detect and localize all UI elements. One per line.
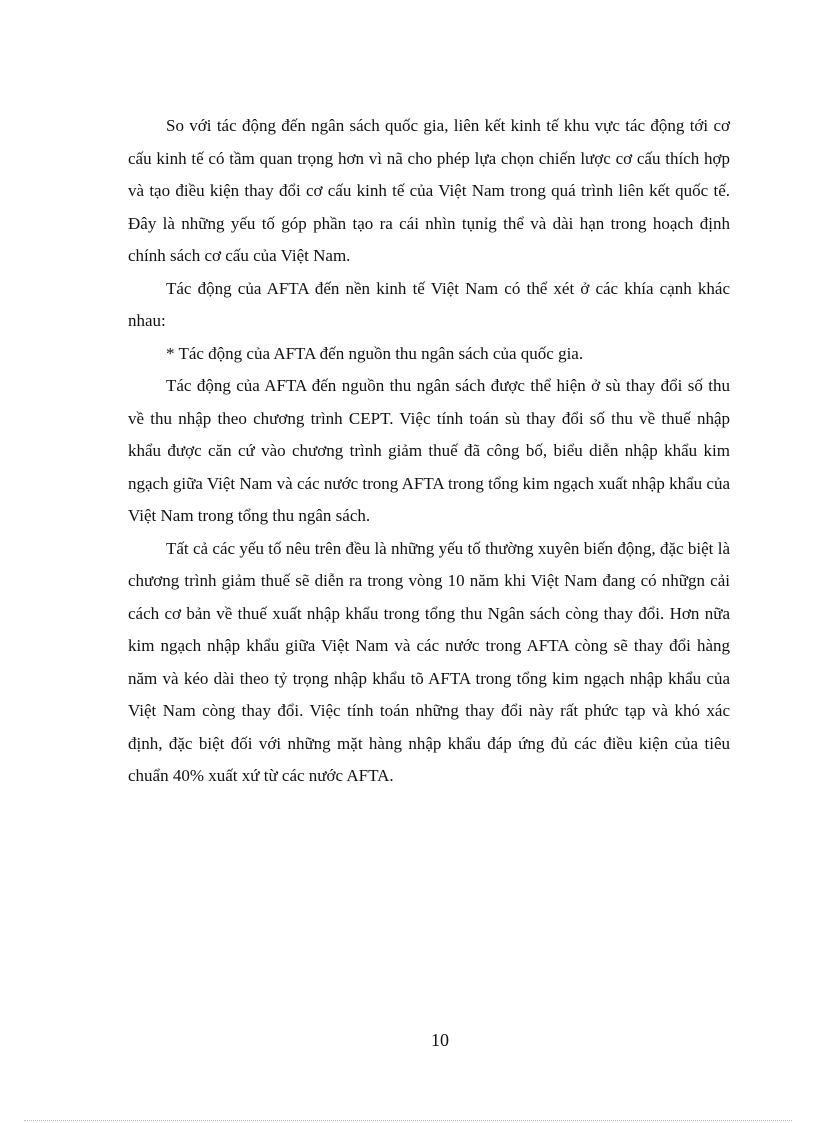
page-bottom-rule <box>24 1120 792 1121</box>
paragraph-afta-impact-intro: Tác động của AFTA đến nền kinh tế Việt Nam có thể xét ở các khía cạnh khác nhau: <box>128 278 730 330</box>
paragraph-structural-impact: So với tác động đến ngân sách quốc gia, liên kết kinh tế khu vực tác động tới cơ cấu kinh tế có tầm quan trọng hơn vì nã cho phép lựa chọn chiến lược cơ cấu thích hợp và tạo điều kiện thay đổi cơ cấu kinh tế của Việt Nam trong quá trình liên kết quốc tế. Đây là những yếu tố góp phần tạo ra cái nhìn tụnỉg thể và dài hạn trong hoạch định chính sách cơ cấu của Việt Nam. <box>128 116 730 265</box>
page-number: 10 <box>431 1030 449 1050</box>
paragraph-budget-revenue: Tác động của AFTA đến nguồn thu ngân sách được thể hiện ở sù thay đổi số thu về thu nhập theo chương trình CEPT. Việc tính toán sù thay đổi số thu về thuế nhập khẩu được căn cứ vào chương trình giảm thuế đã công bố, biểu diễn nhập khẩu kim ngạch giữa Việt Nam và các nước trong AFTA trong tổng kim ngạch xuất nhập khẩu của Việt Nam trong tổng thu ngân sách. <box>128 376 730 525</box>
paragraph-volatile-factors: Tất cả các yếu tố nêu trên đều là những yếu tố thường xuyên biến động, đặc biệt là chương trình giảm thuế sẽ diễn ra trong vòng 10 năm khi Việt Nam đang có nhữgn cải cách cơ bản về thuế xuất nhập khẩu trong tổng thu Ngân sách còng thay đổi. Hơn nữa kim ngạch nhập khẩu giữa Việt Nam và các nước trong AFTA còng sẽ thay đổi hàng năm và kéo dài theo tỷ trọng nhập khẩu tõ AFTA trong tổng kim ngạch nhập khẩu của Việt Nam còng thay đổi. Việc tính toán những thay đổi này rất phức tạp và khó xác định, đặc biệt đối với những mặt hàng nhập khẩu đáp ứng đủ các điều kiện của tiêu chuẩn 40% xuất xứ từ các nước AFTA. <box>128 538 730 785</box>
bullet-budget-revenue-heading: * Tác động của AFTA đến nguồn thu ngân sách của quốc gia. <box>166 343 584 363</box>
page-body <box>128 110 730 793</box>
